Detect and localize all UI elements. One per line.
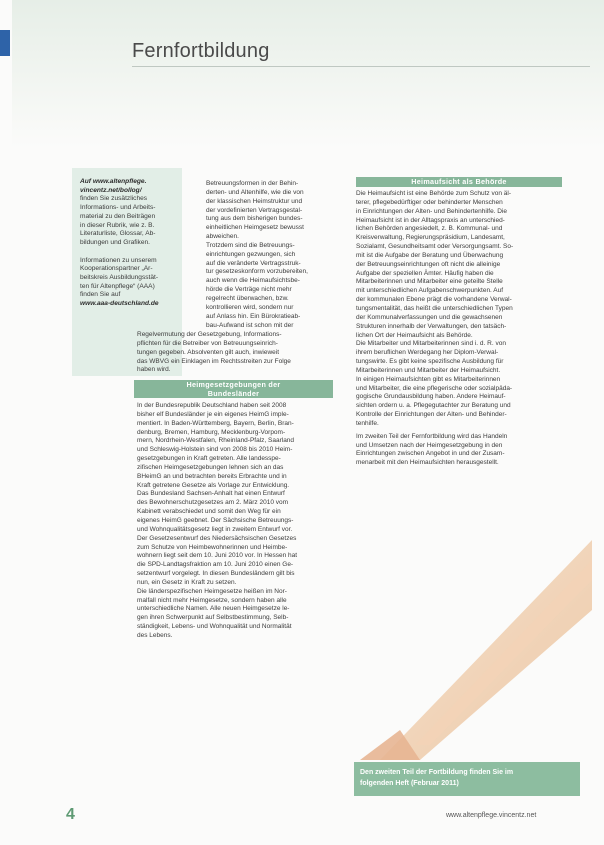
title-divider bbox=[132, 66, 590, 67]
sidebar-text-line: finden Sie zusätzliches bbox=[80, 195, 148, 203]
body-text-line: auf die veränderte Vertragsstruk- bbox=[206, 259, 301, 267]
sidebar-text-line: ten für Altenpflege“ (AAA) bbox=[80, 282, 155, 290]
body-text-line: gen ihren Schwerpunkt auf Selbstbestimmung, Selb- bbox=[137, 614, 289, 622]
body-text-line: der kommunalen Ebene prägt die vorhandene Verwal- bbox=[356, 296, 512, 304]
body-text-line: menarbeit mit den Heimaufsichten herausgestellt. bbox=[356, 459, 499, 467]
body-text-line: pflichten für die Betreiber von Betreuungseinrich- bbox=[137, 339, 278, 347]
sidebar-text-line: Kooperationspartner „Ar- bbox=[80, 265, 153, 273]
body-text-line: In einigen Heimaufsichten gibt es Mitarbeiterinnen bbox=[356, 375, 501, 383]
body-text-line: derten- und Altenhilfe, wie die von bbox=[206, 188, 304, 196]
body-text-line: BHeimG an und betrachten bereits Erbrachte und in bbox=[137, 472, 287, 480]
body-text-line: einheitlichen Heimgesetz bewusst bbox=[206, 224, 304, 232]
page-title: Fernfortbildung bbox=[132, 40, 270, 62]
body-text-line: unterschiedliche Namen. Alle neuen Heimgesetze le- bbox=[137, 605, 290, 613]
body-text-line: mentiert. In Baden-Württemberg, Bayern, Berlin, Bran- bbox=[137, 419, 294, 427]
body-text-line: Der Gesetzesentwurf des Niedersächsischen Gesetzes bbox=[137, 534, 297, 542]
body-text-line: tungsmentalität, das heißt die unterschiedlichen Typen bbox=[356, 304, 513, 312]
body-text-line: mern, Nordrhein-Westfalen, Rheinland-Pfalz, Saarland bbox=[137, 437, 295, 445]
body-text-line: die SPD-Landtagsfraktion am 10. Juni 2010 einen Ge- bbox=[137, 561, 294, 569]
pencil-illustration bbox=[360, 540, 592, 760]
body-text-line: kontrollieren wird, sondern nur bbox=[206, 303, 294, 311]
sidebar-text-line: vincentz.net/bollog/ bbox=[80, 186, 142, 194]
body-text-line: bisher elf Bundesländer je ein eigenes HeimG imple- bbox=[137, 410, 289, 418]
body-text-line: malfall nicht mehr Heimgesetze, sondern haben alle bbox=[137, 596, 287, 604]
body-text-line: ständigkeit, Lebens- und Wohnqualität und Normalität bbox=[137, 623, 292, 631]
sidebar-text-line: material zu den Beiträgen bbox=[80, 212, 156, 220]
header-band bbox=[12, 0, 604, 148]
body-text-line: setzentwurf vorgelegt. In diesen Bundesländern gilt bis bbox=[137, 570, 295, 578]
next-issue-caption: Den zweiten Teil der Fortbildung finden Sie im folgenden Heft (Februar 2011) bbox=[354, 762, 580, 796]
body-text-line: lichen Behörden angesiedelt, z. B. Kommunal- und bbox=[356, 225, 503, 233]
sidebar-text-line: in dieser Rubrik, wie z. B. bbox=[80, 221, 155, 229]
body-text-line: zum Schutze von Heimbewohnerinnen und Heimbe- bbox=[137, 543, 288, 551]
body-text-line: tur gesetzeskonform vorzubereiten, bbox=[206, 268, 308, 276]
body-text-line: der vordefinierten Vertragsgestal- bbox=[206, 206, 303, 214]
body-text-line: und Mitarbeiter, die eine pflegerische oder sozialpäda- bbox=[356, 384, 513, 392]
body-text-line: Mitarbeiterinnen und Mitarbeiter eine geteilte Stelle bbox=[356, 278, 503, 286]
spacer bbox=[80, 248, 176, 257]
body-text-line: und Umsetzen nach der Heimgesetzgebung in den bbox=[356, 441, 503, 449]
sidebar-text-line: finden Sie auf bbox=[80, 291, 121, 299]
body-text-line: der Kommunalverfassungen und die gewachsenen bbox=[356, 313, 503, 321]
body-text-line: Im zweiten Teil der Fernfortbildung wird das Handeln bbox=[356, 432, 508, 440]
body-text-line: Mitarbeiterinnen und Mitarbeiter der Heimaufsicht. bbox=[356, 366, 501, 374]
body-text-line: ihrem beruflichen Werdegang her Diplom-Verwal- bbox=[356, 349, 499, 357]
column-left-body bbox=[137, 402, 297, 641]
body-text-line: Regelvermutung der Gesetzgebung, Informations- bbox=[137, 331, 282, 338]
body-text-line: mit ist die Aufgabe der Beratung und Überwachung bbox=[356, 251, 504, 259]
column-right-body bbox=[356, 190, 513, 468]
sidebar-text-line: Literaturliste, Glossar, Ab- bbox=[80, 230, 156, 238]
body-text-line: Betreuungsformen in der Behin- bbox=[206, 180, 299, 187]
section-heading-heimgesetzgebungen: Heimgesetzgebungen der Bundesländer bbox=[134, 380, 333, 398]
page-number: 4 bbox=[66, 806, 75, 823]
body-text-line: wohnern liegt seit dem 10. Juni 2010 vor. In Hessen hat bbox=[137, 552, 298, 560]
body-text-line: hörde die Verträge nicht mehr bbox=[206, 286, 292, 294]
body-text-line: bau-Aufwand ist schon mit der bbox=[206, 321, 294, 329]
body-text-line: tungswirte. Es gibt keine spezifische Ausbildung für bbox=[356, 358, 504, 366]
body-text-line: Kabinett verabschiedet und somit den Weg für ein bbox=[137, 508, 281, 516]
body-text-line: Trotzdem sind die Betreuungs- bbox=[206, 241, 295, 249]
body-text-line: gogische Grundausbildung haben. Andere Heimauf- bbox=[356, 393, 506, 401]
body-text-line: nun, ein Gesetz in Kraft zu setzen. bbox=[137, 578, 237, 586]
body-text-line: Die Mitarbeiter und Mitarbeiterinnen sind i. d. R. von bbox=[356, 340, 506, 348]
body-text-line: regelrecht überwachen, bzw. bbox=[206, 294, 289, 302]
body-text-line: des Bewohnerschutzgesetzes am 2. März 2010 vom bbox=[137, 499, 289, 507]
body-text-line: des Lebens. bbox=[137, 631, 173, 639]
body-text-line: Kontrolle der Einrichtungen der Alten- und Behinder- bbox=[356, 411, 507, 419]
sidebar-text-line: bildungen und Grafiken. bbox=[80, 238, 151, 246]
body-text-line: gesetzgebungen in Kraft getreten. Alle landesspe- bbox=[137, 455, 281, 463]
body-text-line: Die länderspezifischen Heimgesetze heißen im Nor- bbox=[137, 587, 287, 595]
sidebar-text-line: Informations- und Arbeits- bbox=[80, 204, 156, 212]
body-text-line: das WBVG ein Einklagen im Rechtsstreiten zur Folge bbox=[137, 357, 291, 365]
body-text-line: der klassischen Heimstruktur und bbox=[206, 197, 303, 205]
body-text-line: der Betreuungseinrichtungen oft nicht die alleinige bbox=[356, 260, 501, 268]
section-heading-heimaufsicht: Heimaufsicht als Behörde bbox=[356, 177, 562, 187]
body-text-line: Heimaufsicht ist in der Alltagspraxis an unterschied- bbox=[356, 216, 505, 224]
body-text-line: Einrichtungen zwischen Angebot in und der Zusam- bbox=[356, 450, 505, 458]
body-text-line: abweichen. bbox=[206, 233, 239, 241]
body-text-line: Die Heimaufsicht ist eine Behörde zum Schutz von äl- bbox=[356, 190, 511, 197]
sidebar-text-line: Informationen zu unserem bbox=[80, 256, 157, 264]
body-text-line: auf Anlass hin. Ein Bürokratieab- bbox=[206, 312, 301, 320]
body-text-line: sichten ordern u. a. Pflegegutachter zur Beratung und bbox=[356, 402, 511, 410]
body-text-line: denburg, Bremen, Hamburg, Mecklenburg-Vorpom- bbox=[137, 428, 286, 436]
column-left-continuation bbox=[137, 331, 291, 375]
body-text-line: Das Bundesland Sachsen-Anhalt hat einen Entwurf bbox=[137, 490, 285, 498]
body-text-line: einrichtungen gezwungen, sich bbox=[206, 250, 296, 258]
body-text-line: terer, pflegebedürftiger oder behinderter Menschen bbox=[356, 198, 503, 206]
page-tab-marker bbox=[0, 30, 10, 56]
body-text-line: haben wird. bbox=[137, 366, 171, 374]
body-text-line: zifischen Heimgesetzgebungen lehnen sich an das bbox=[137, 463, 284, 471]
body-text-line: lichen Ort der Heimaufsicht als Behörde. bbox=[356, 331, 473, 339]
body-text-line: tung aus dem bisherigen bundes- bbox=[206, 215, 303, 223]
body-text-line: Sozialamt, Gesundheitsamt oder Versorgungsamt. So- bbox=[356, 243, 514, 251]
footer-url: www.altenpflege.vincentz.net bbox=[446, 812, 537, 819]
sidebar-text-line: www.aaa-deutschland.de bbox=[80, 300, 159, 308]
sidebar-text-line: Auf www.altenpflege. bbox=[80, 178, 147, 185]
column-middle-top bbox=[206, 180, 308, 330]
body-text-line: In der Bundesrepublik Deutschland haben seit 2008 bbox=[137, 402, 287, 409]
body-text-line: auch wenn die Heimaufsichtsbe- bbox=[206, 277, 300, 285]
body-text-line: in Einrichtungen der Alten- und Behindertenhilfe. Die bbox=[356, 207, 508, 215]
body-text-line: tenhilfe. bbox=[356, 419, 379, 427]
body-text-line: Aufgabe der speziellen Ämter. Häufig haben die bbox=[356, 269, 494, 277]
sidebar-text-line: beitskreis Ausbildungsstät- bbox=[80, 274, 159, 282]
body-text-line: eigenes HeimG geebnet. Der Sächsische Betreuungs- bbox=[137, 516, 294, 524]
body-text-line: tungen gegeben. Absolventen gilt auch, inwieweit bbox=[137, 348, 280, 356]
body-text-line: Kraft getretene Gesetze als Vorlage zur Entwicklung. bbox=[137, 481, 290, 489]
body-text-line: Strukturen innerhalb der Verwaltungen, den tatsäch- bbox=[356, 322, 507, 330]
body-text-line: mit unterschiedlichen Aufgabenschwerpunkten. Auf bbox=[356, 287, 504, 295]
body-text-line: Kreisverwaltung, Regierungspräsidium, Landesamt, bbox=[356, 234, 505, 242]
body-text-line: und Wohnqualitätsgesetz liegt in zweitem Entwurf vor. bbox=[137, 525, 293, 533]
body-text-line: und Schleswig-Holstein sind von 2008 bis 2010 Heim- bbox=[137, 446, 293, 454]
